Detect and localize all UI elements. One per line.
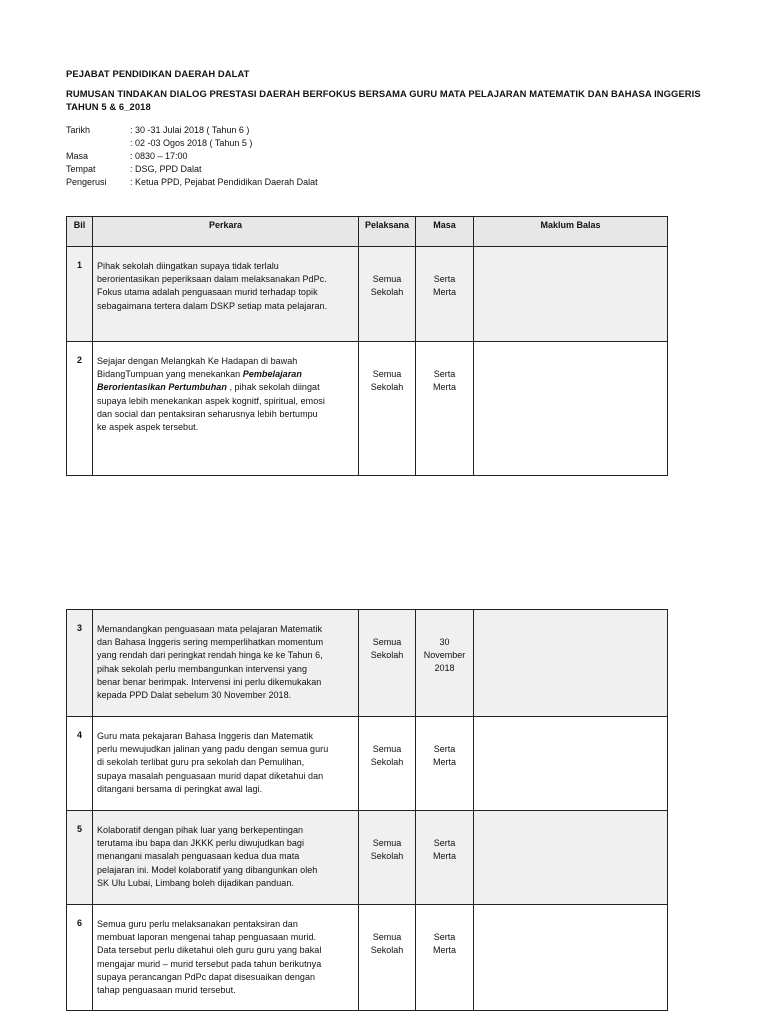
perkara-line: sebagaimana tertera dalam DSKP setiap mata pelajaran. [97, 300, 328, 311]
header-masa: Masa [416, 217, 474, 247]
perkara-emphasis: Berorientasikan Pertumbuhan [97, 382, 227, 393]
row-number: 5 [67, 811, 93, 905]
perkara-line: kepada PPD Dalat sebelum 30 November 2018. [97, 690, 292, 701]
meta-value: : DSG, PPD Dalat [130, 164, 202, 174]
row-number: 1 [67, 247, 93, 342]
pelaksana-line: Semua [372, 744, 402, 754]
perkara-line: Kolaboratif dengan pihak luar yang berkepentingan [97, 825, 304, 835]
perkara-line: terutama ibu bapa dan JKKK perlu diwujudkan bagi [97, 838, 305, 849]
masa-line: Merta [432, 287, 456, 298]
row-pelaksana [359, 905, 416, 1011]
perkara-line: mengajar murid – murid tersebut pada tahun berikutnya [97, 958, 322, 969]
document-title: RUMUSAN TINDAKAN DIALOG PRESTASI DAERAH BERFOKUS BERSAMA GURU MATA PELAJARAN MATEMATIK DAN BAHASA INGGERIS [66, 88, 701, 99]
row-pelaksana [359, 717, 416, 811]
perkara-line: ditangani bersama di peringkat awal lagi. [97, 783, 263, 794]
masa-line: November [423, 650, 466, 661]
header-bil: Bil [67, 217, 93, 247]
pelaksana-line: Semua [372, 932, 402, 942]
perkara-line: ke aspek aspek tersebut. [97, 422, 199, 433]
pelaksana-line: Sekolah [370, 851, 404, 862]
meta-label: Masa [66, 151, 89, 161]
masa-line: Merta [432, 945, 456, 956]
header-maklum-balas: Maklum Balas [474, 217, 668, 247]
row-pelaksana [359, 247, 416, 342]
meta-value: : 0830 – 17:00 [130, 151, 188, 161]
pelaksana-line: Sekolah [370, 382, 404, 393]
perkara-line: supaya lebih menekankan aspek kognitf, spiritual, emosi [97, 395, 325, 406]
row-pelaksana [359, 342, 416, 476]
row-maklum-balas[interactable] [474, 905, 668, 1011]
pelaksana-line: Semua [372, 274, 402, 284]
row-masa [416, 717, 474, 811]
meta-row-tarikh-2 [66, 137, 318, 150]
masa-line: Serta [433, 838, 456, 848]
pelaksana-line: Sekolah [370, 757, 404, 768]
row-perkara [93, 247, 359, 342]
row-number: 3 [67, 610, 93, 717]
table-header-row [67, 217, 668, 247]
masa-line: Serta [433, 932, 456, 942]
meta-label: Tempat [66, 164, 96, 174]
header-perkara: Perkara [93, 217, 359, 247]
perkara-line: perlu mewujudkan jalinan yang padu dengan semua guru [97, 744, 329, 755]
meta-label: Pengerusi [66, 177, 107, 187]
row-pelaksana [359, 610, 416, 717]
row-masa [416, 610, 474, 717]
perkara-line: Memandangkan penguasaan mata pelajaran Matematik [97, 624, 323, 634]
pelaksana-line: Sekolah [370, 287, 404, 298]
perkara-line: Data tersebut perlu diketahui oleh guru guru yang bakal [97, 945, 322, 956]
row-pelaksana [359, 811, 416, 905]
row-number: 4 [67, 717, 93, 811]
masa-line: Merta [432, 851, 456, 862]
perkara-line: dan social dan pentaksiran seharusnya lebih bertumpu [97, 408, 318, 419]
perkara-text: , pihak sekolah diingat [226, 382, 320, 393]
row-masa [416, 811, 474, 905]
masa-line: Merta [432, 757, 456, 768]
table-row [67, 905, 668, 1011]
perkara-line: tahap penguasaan murid tersebut. [97, 985, 236, 996]
perkara-line: supaya masalah penguasaan murid dapat diketahui dan [97, 770, 324, 781]
row-masa [416, 342, 474, 476]
table-row [67, 247, 668, 342]
row-masa [416, 247, 474, 342]
masa-line: Serta [433, 369, 456, 379]
masa-line: Merta [432, 382, 456, 393]
row-perkara [93, 905, 359, 1011]
table-row [67, 717, 668, 811]
pelaksana-line: Sekolah [370, 650, 404, 661]
table-row [67, 342, 668, 476]
perkara-line: pelajaran ini. Model kolaboratif yang dibangunkan oleh [97, 864, 318, 875]
header-pelaksana: Pelaksana [359, 217, 416, 247]
perkara-line: Pihak sekolah diingatkan supaya tidak terlalu [97, 261, 279, 271]
perkara-line: Semua guru perlu melaksanakan pentaksiran dan [97, 919, 298, 929]
perkara-line: Guru mata pekajaran Bahasa Inggeris dan Matematik [97, 731, 314, 741]
row-number: 6 [67, 905, 93, 1011]
perkara-line [97, 381, 354, 394]
perkara-line: membuat laporan mengenai tahap penguasaan murid. [97, 932, 317, 943]
perkara-line: menangani masalah penguasaan kedua dua mata [97, 851, 300, 862]
meta-value: : 02 -03 Ogos 2018 ( Tahun 5 ) [130, 138, 253, 148]
masa-line: 2018 [434, 663, 455, 674]
perkara-line [97, 368, 354, 381]
pelaksana-line: Semua [372, 838, 402, 848]
action-table-part1 [66, 216, 668, 476]
pelaksana-line: Semua [372, 369, 402, 379]
perkara-line: supaya perancangan PdPc dapat disesuaikan dengan [97, 971, 316, 982]
row-masa [416, 905, 474, 1011]
meta-row-tempat [66, 163, 318, 176]
perkara-line: benar benar berimpak. Intervensi ini perlu dikemukakan [97, 676, 322, 687]
pelaksana-line: Sekolah [370, 945, 404, 956]
document-subtitle: TAHUN 5 & 6_2018 [66, 101, 151, 112]
row-maklum-balas[interactable] [474, 610, 668, 717]
row-perkara [93, 717, 359, 811]
perkara-line: berorientasikan peperiksaan dalam melaksanakan PdPc. [97, 274, 327, 285]
perkara-line: di sekolah terlibat guru pra sekolah dan Pemulihan, [97, 757, 305, 768]
meta-row-masa [66, 150, 318, 163]
masa-line: 30 [439, 637, 450, 647]
row-perkara [93, 811, 359, 905]
meeting-details [66, 124, 318, 189]
pelaksana-line: Semua [372, 637, 402, 647]
perkara-line: Sejajar dengan Melangkah Ke Hadapan di bawah [97, 356, 298, 366]
perkara-line: pihak sekolah perlu membangunkan intervensi yang [97, 663, 308, 674]
perkara-emphasis: Pembelajaran [242, 369, 302, 380]
row-number: 2 [67, 342, 93, 476]
org-name: PEJABAT PENDIDIKAN DAERAH DALAT [66, 68, 250, 79]
meta-value: : 30 -31 Julai 2018 ( Tahun 6 ) [130, 125, 250, 135]
meta-label: Tarikh [66, 125, 91, 135]
meta-row-pengerusi [66, 176, 318, 189]
perkara-line: Fokus utama adalah penguasaan murid terhadap topik [97, 287, 318, 298]
meta-value: : Ketua PPD, Pejabat Pendidikan Daerah Dalat [130, 177, 318, 187]
meta-row-tarikh [66, 124, 318, 137]
masa-line: Serta [433, 274, 456, 284]
perkara-text: BidangTumpuan yang menekankan [97, 369, 243, 380]
row-perkara [93, 342, 359, 476]
perkara-line: dan Bahasa Inggeris sering memperlihatkan momentum [97, 637, 324, 648]
row-perkara [93, 610, 359, 717]
table-row [67, 811, 668, 905]
meta-label [66, 137, 130, 150]
table-row [67, 610, 668, 717]
perkara-line: yang rendah dari peringkat rendah hinga ke ke Tahun 6, [97, 650, 323, 661]
row-maklum-balas[interactable] [474, 811, 668, 905]
row-maklum-balas[interactable] [474, 247, 668, 342]
row-maklum-balas[interactable] [474, 342, 668, 476]
perkara-line: SK Ulu Lubai, Limbang boleh dijadikan panduan. [97, 877, 294, 888]
row-maklum-balas[interactable] [474, 717, 668, 811]
action-table-part2 [66, 609, 668, 1011]
masa-line: Serta [433, 744, 456, 754]
